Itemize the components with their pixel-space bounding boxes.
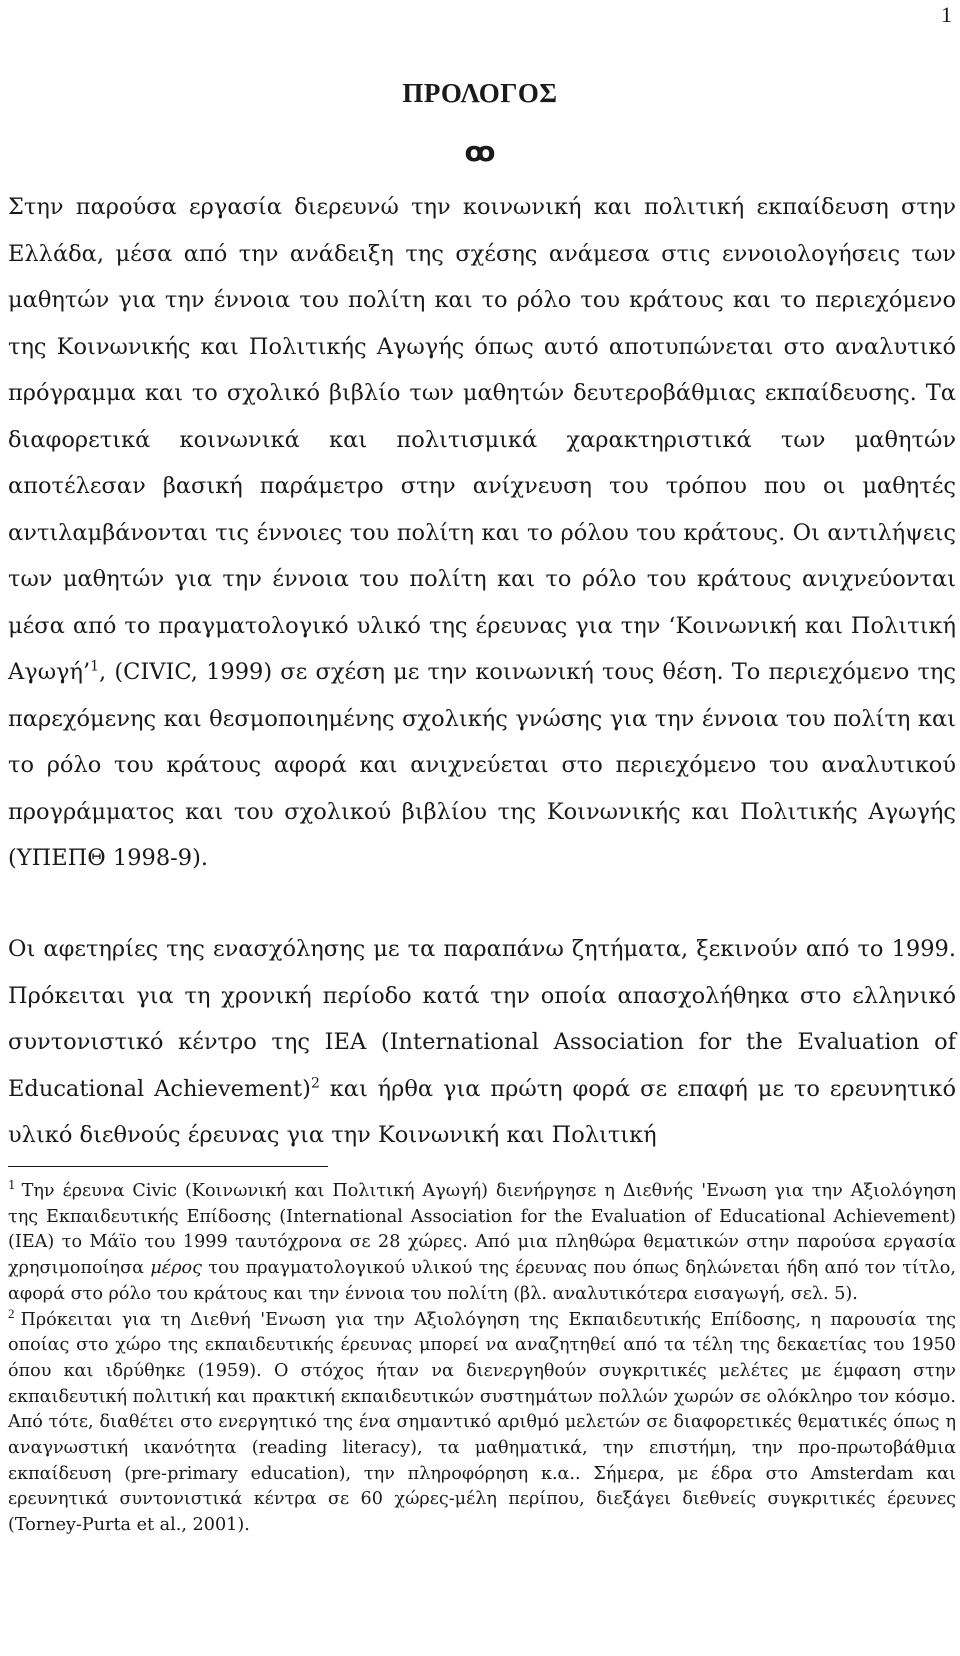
footnote-2	[8, 1305, 956, 1539]
footnote-2-text: Πρόκειται για τη Διεθνή 'Ενωση για την Αξιολόγηση της Εκπαιδευτικής Επίδοσης, η παρουσία της οποίας στο χώρο της εκπαιδευτικής έρευνας μπορεί να αναζητηθεί από τα τέλη της δεκαετίας του 1950 όπου και ιδρύθηκε (1959). Ο στόχος ήταν να διενεργηθούν συγκριτικές μελέτες με έμφαση στην εκπαιδευτική πολιτική και πρακτική εκπαιδευτικών συστημάτων πολλών χωρών σε ολόκληρο τον κόσμο. Από τότε, διαθέτει στο ενεργητικό της ένα σημαντικό αριθμό μελετών σε διαφορετικές θεματικές όπως η αναγνωστική ικανότητα (reading literacy), τα μαθηματικά, την επιστήμη, την προ-πρωτοβάθμια εκπαίδευση (pre-primary education), την πληροφόρηση κ.α.. Σήμερα, με έδρα στο Amsterdam και ερευνητικά συντονιστικά κέντρα σε 60 χώρες-μέλη περίπου, διεξάγει διεθνείς συγκριτικές έρευνες (Torney-Purta et al., 2001).	[8, 1309, 956, 1536]
page-title: ΠΡΟΛΟΓΟΣ	[402, 78, 558, 108]
paragraph-2	[8, 926, 956, 1159]
paragraph-1-text-a: Στην παρούσα εργασία διερευνώ την κοινωνική και πολιτική εκπαίδευση στην Ελλάδα, μέσα από την ανάδειξη της σχέσης ανάμεσα στις εννοιολογήσεις των μαθητών για την έννοια του πολίτη και το ρόλο του κράτους και το περιεχόμενο της Κοινωνικής και Πολιτικής Αγωγής όπως αυτό αποτυπώνεται στο αναλυτικό πρόγραμμα και το σχολικό βιβλίο των μαθητών δευτεροβάθμιας εκπαίδευσης. Τα διαφορετικά κοινωνικά και πολιτισμικά χαρακτηριστικά των μαθητών αποτέλεσαν βασική παράμετρο στην ανίχνευση του τρόπου που οι μαθητές αντιλαμβάνονται τις έννοιες του πολίτη και το ρόλου του κράτους. Οι αντιλήψεις των μαθητών για την έννοια του πολίτη και το ρόλο του κράτους ανιχνεύονται μέσα από το πραγματολογικό υλικό της έρευνας για την ‘Κοινωνική και Πολιτική Αγωγή’	[8, 194, 956, 685]
paragraph-1	[8, 184, 956, 882]
paragraph-2-text-a: Οι αφετηρίες της ενασχόλησης με τα παραπάνω ζητήματα, ξεκινούν από το 1999. Πρόκειται για τη χρονική περίοδο κατά την οποία απασχολήθηκα στο ελληνικό συντονιστικό κέντρο της IEA (International Association for the Evaluation of Educational Achievement)	[8, 936, 956, 1102]
footnote-ref-2: 2	[310, 1075, 320, 1091]
footnotes-section	[8, 1179, 956, 1539]
footnote-2-mark: 2	[8, 1305, 15, 1321]
page-number: 1	[941, 2, 952, 27]
ornament-icon: ꝏ	[464, 135, 496, 168]
footnote-1-text-b: του πραγματολογικού υλικού της έρευνας που όπως δηλώνεται ήδη από τον τίτλο, αφορά στο ρόλο του κράτους και την έννοια του πολίτη (βλ. αναλυτικότερα εισαγωγή, σελ. 5).	[8, 1258, 956, 1304]
footnote-ref-1: 1	[90, 658, 100, 675]
footnote-1	[8, 1179, 956, 1308]
footnote-1-emphasis: μέρος	[150, 1258, 202, 1279]
paragraph-2-text-b: και ήρθα για πρώτη φορά σε επαφή με το ερευνητικό υλικό διεθνούς έρευνας για την Κοινωνική και Πολιτική	[8, 1075, 956, 1148]
footnote-1-text-a: Την έρευνα Civic (Κοινωνική και Πολιτική Αγωγή) διενήργησε η Διεθνής 'Ενωση για την Αξιολόγηση της Εκπαιδευτικής Επίδοσης (International Association for the Evaluation of Educational Achievement)(IEA) το Μάϊο του 1999 ταυτόχρονα σε 28 χώρες. Από μια πληθώρα θεματικών στην παρούσα εργασία χρησιμοποίησα	[8, 1181, 956, 1279]
paragraph-1-text-b: , (CIVIC, 1999) σε σχέση με την κοινωνική τους θέση. Το περιεχόμενο της παρεχόμενης και θεσμοποιημένης σχολικής γνώσης για την έννοια του πολίτη και το ρόλο του κράτους αφορά και ανιχνεύεται στο περιεχόμενο του αναλυτικού προγράμματος και του σχολικού βιβλίου της Κοινωνικής και Πολιτικής Αγωγής (ΥΠΕΠΘ 1998-9).	[8, 659, 956, 871]
footnote-separator	[8, 1166, 328, 1167]
footnote-1-mark: 1	[8, 1178, 16, 1193]
